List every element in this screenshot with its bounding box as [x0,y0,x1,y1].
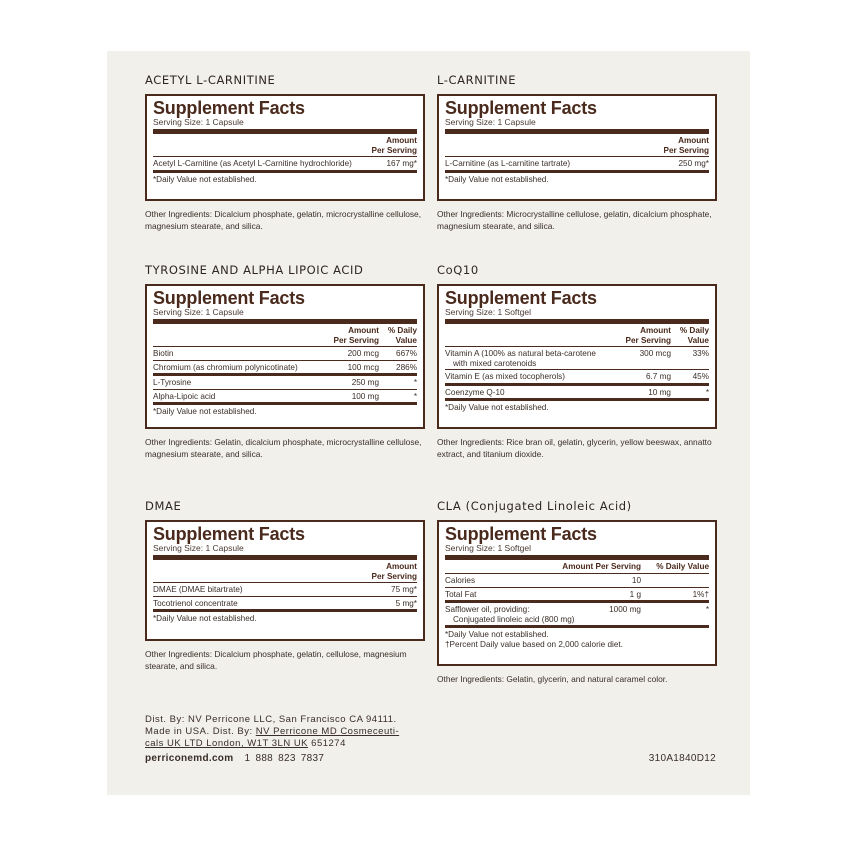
nutrient-amount: 1000 mg [609,605,641,614]
section-l-carnitine [437,73,717,232]
per-serving-header: Per Serving [371,571,417,581]
per-serving-header: Per Serving [333,335,379,345]
box-title: Supplement Facts [445,288,597,308]
other-ingredients: Other Ingredients: Gelatin, dicalcium phosphate, microcrystalline cellulose, magnesium stearate, and silica. [145,437,422,459]
uk-distributor-address: cals UK LTD London, W1T 3LN UK [145,738,309,749]
other-ingredients: Other Ingredients: Dicalcium phosphate, gelatin, cellulose, magnesium stearate, and silica. [145,649,407,671]
nutrient-amount: 10 mg [648,387,671,397]
serving-size: Serving Size: 1 Capsule [153,307,417,324]
section-coq10 [437,263,717,460]
section-title: CoQ10 [437,263,479,277]
table-row [445,386,709,402]
nutrient-dv [647,576,709,586]
footnote: *Daily Value not established. [445,174,549,184]
website: perriconemd.com [145,753,234,764]
table-row [153,376,417,390]
nutrient-name: Calories [445,576,476,585]
other-ingredients: Other Ingredients: Dicalcium phosphate, gelatin, microcrystalline cellulose, magnesium stearate, and silica. [145,209,422,231]
other-ingredients: Other Ingredients: Gelatin, glycerin, and natural caramel color. [437,674,668,684]
table-row [153,583,417,597]
column-header [153,324,417,347]
nutrient-dv: 33% [692,349,709,358]
nutrient-name: Chromium (as chromium polynicotinate) [153,362,298,372]
footnote: *Daily Value not established. [445,630,549,639]
nutrient-dv: 286% [396,362,417,372]
nutrient-amount: 300 mcg [639,349,671,358]
nutrient-amount: 10 [631,576,641,585]
contact-line [145,753,324,765]
section-acetyl-l-carnitine [145,73,425,232]
daily-value-header: % Daily Value [656,562,709,571]
nutrient-amount: 167 mg* [386,159,417,168]
nutrient-name: Alpha-Lipoic acid [153,391,216,401]
uk-distributor-link: NV Perricone MD Cosmeceuti- [255,726,400,737]
footnote: *Daily Value not established. [153,174,257,184]
nutrient-amount: 200 mcg [347,349,379,358]
amount-header: Amount [678,136,709,145]
column-header [445,324,709,347]
nutrient-amount: 250 mg [351,378,379,387]
box-title: Supplement Facts [153,524,305,544]
nutrient-name-cont: Conjugated linoleic acid (800 mg) [453,614,575,624]
table-row [153,390,417,406]
nutrient-name: Tocotrienol concentrate [153,598,238,608]
amount-header: Amount [386,562,417,571]
supplement-facts-box [145,520,425,641]
distribution-code: 651274 [308,738,346,749]
supplement-facts-box [437,284,717,429]
nutrient-dv: 667% [396,349,417,358]
nutrient-dv: * [705,387,709,397]
nutrient-amount: 5 mg* [395,598,417,608]
product-code: 310A1840D12 [648,753,716,764]
nutrient-amount: 100 mg [351,391,379,401]
section-title: TYROSINE AND ALPHA LIPOIC ACID [145,263,364,277]
nutrient-amount: 250 mg* [678,159,709,168]
value-header: Value [395,335,417,345]
nutrient-dv: * [705,605,709,614]
section-title: ACETYL L-CARNITINE [145,73,276,87]
table-row [445,370,709,386]
table-row [153,361,417,377]
amount-header: Amount [386,136,417,145]
distribution-line: Dist. By: NV Perricone LLC, San Francisco CA 94111. [145,714,397,725]
box-title: Supplement Facts [445,98,597,118]
daily-value-header: % Daily [679,326,709,335]
nutrient-name: DMAE (DMAE bitartrate) [153,585,243,594]
table-row [445,574,709,588]
column-header [153,560,417,583]
box-title: Supplement Facts [445,524,597,544]
serving-size: Serving Size: 1 Capsule [153,117,417,134]
column-header [445,560,709,574]
nutrient-amount: 1 g [629,589,641,599]
section-dmae [145,499,425,672]
nutrient-name: Acetyl L-Carnitine (as Acetyl L-Carnitine hydrochloride) [153,159,352,168]
supplement-facts-box [437,520,717,666]
nutrient-amount: 100 mcg [347,362,379,372]
section-title: L-CARNITINE [437,73,517,87]
table-row [445,347,709,370]
serving-size: Serving Size: 1 Capsule [445,117,709,134]
nutrient-amount: 6.7 mg [645,372,671,381]
supplement-facts-box [145,94,425,201]
supplement-facts-box [437,94,717,201]
other-ingredients: Other Ingredients: Rice bran oil, gelatin, glycerin, yellow beeswax, annatto extract, and titanium dioxide. [437,437,712,459]
distribution-info [145,714,445,750]
amount-header: Amount [640,326,671,335]
amount-header: Amount Per Serving [562,562,641,571]
nutrient-name: Vitamin A (100% as natural beta-carotene [445,349,596,358]
table-row [153,597,417,613]
nutrient-name: Total Fat [445,589,477,599]
per-serving-header: Per Serving [663,145,709,155]
nutrient-dv: * [413,391,417,401]
nutrient-name: Vitamin E (as mixed tocopherols) [445,372,565,381]
other-ingredients: Other Ingredients: Microcrystalline cellulose, gelatin, dicalcium phosphate, magnesium stearate, and silica. [437,209,712,231]
section-cla [437,499,717,685]
nutrient-dv: * [413,378,417,387]
footnote: *Daily Value not established. [153,614,257,623]
value-header: Value [687,335,709,345]
daily-value-header: % Daily [387,326,417,335]
distribution-line: Made in USA. Dist. By: [145,726,256,737]
serving-size: Serving Size: 1 Softgel [445,543,709,560]
amount-header: Amount [348,326,379,335]
column-header [153,134,417,157]
nutrient-name: L-Tyrosine [153,378,192,387]
footnote-percent: †Percent Daily value based on 2,000 calorie diet. [445,640,623,649]
per-serving-header: Per Serving [625,335,671,345]
column-header [445,134,709,157]
table-row [445,157,709,173]
nutrient-name: Safflower oil, providing: [445,605,530,614]
footnote: *Daily Value not established. [445,403,549,412]
section-title: DMAE [145,499,182,513]
footnote: *Daily Value not established. [153,407,257,416]
box-title: Supplement Facts [153,98,305,118]
section-title: CLA (Conjugated Linoleic Acid) [437,499,632,513]
nutrient-dv: 45% [692,372,709,381]
serving-size: Serving Size: 1 Softgel [445,307,709,324]
phone-number: 1 888 823 7837 [244,753,325,764]
supplement-facts-box [145,284,425,429]
nutrient-name: Coenzyme Q-10 [445,387,505,397]
nutrient-amount: 75 mg* [391,585,417,594]
per-serving-header: Per Serving [371,145,417,155]
serving-size: Serving Size: 1 Capsule [153,543,417,560]
table-row [445,603,709,628]
nutrient-name: L-Carnitine (as L-carnitine tartrate) [445,159,571,168]
section-tyrosine-alpha-lipoic [145,263,425,460]
table-row [153,347,417,361]
nutrient-name-cont: with mixed carotenoids [453,358,537,368]
table-row [153,157,417,173]
box-title: Supplement Facts [153,288,305,308]
table-row [445,588,709,604]
nutrient-dv: 1%† [692,589,709,599]
nutrient-name: Biotin [153,349,174,358]
